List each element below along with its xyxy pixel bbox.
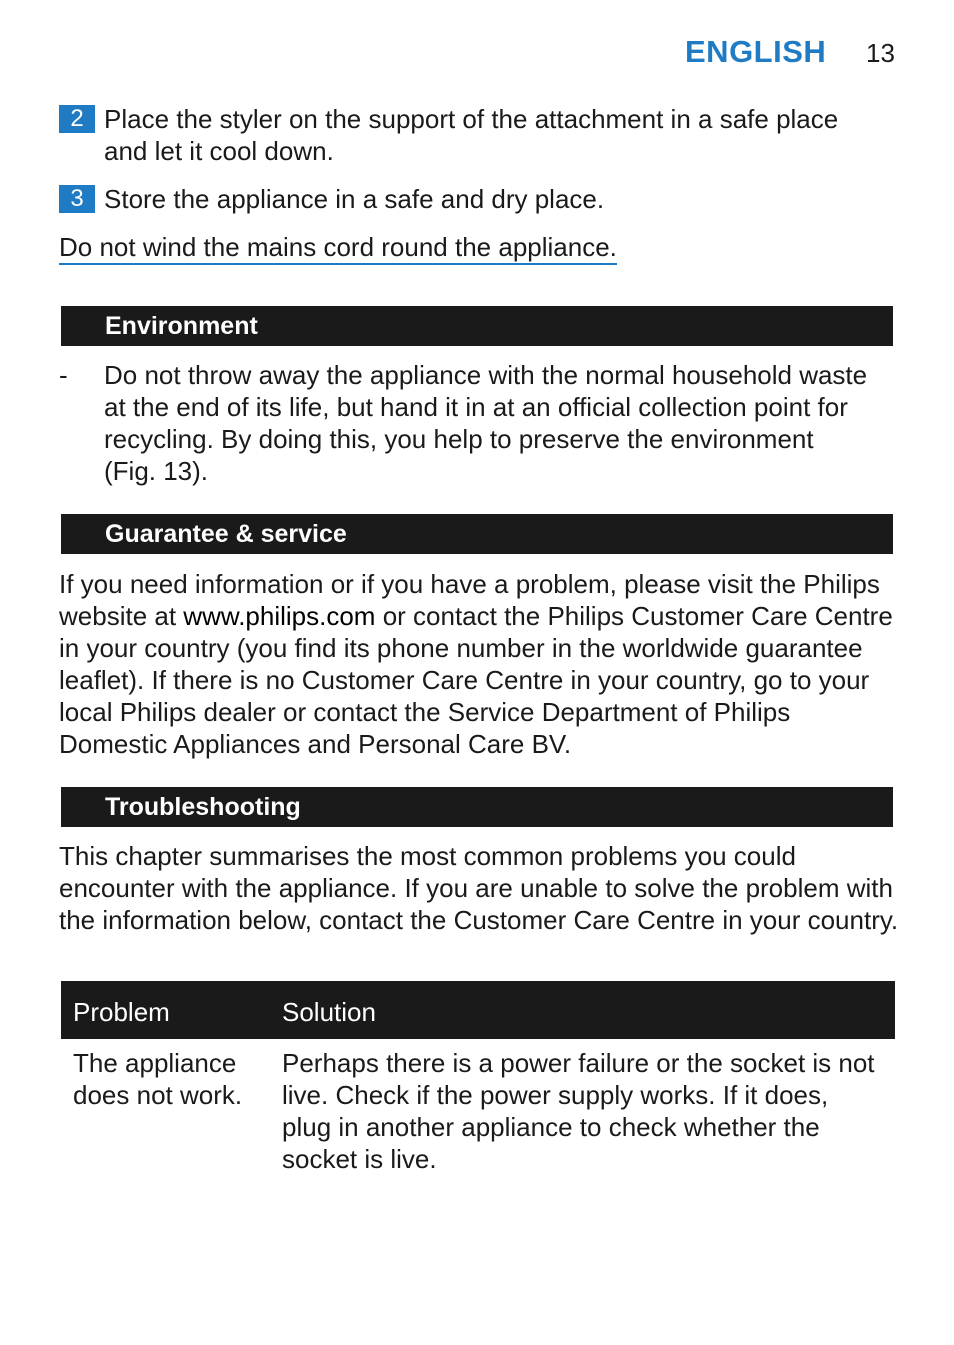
- step-text: Store the appliance in a safe and dry place.: [104, 184, 605, 214]
- problem-cell: The appliance does not work.: [73, 1048, 243, 1110]
- column-header-solution: Solution: [282, 997, 376, 1027]
- guarantee-text-start: If you need information or if you have a problem, please visit the Philips website at: [59, 569, 880, 631]
- column-header-problem: Problem: [73, 997, 170, 1027]
- troubleshooting-intro: This chapter summarises the most common problems you could encounter with the appliance. If you are unable to solve the problem with the information below, contact the Customer Care Centre in your country.: [59, 841, 899, 935]
- solution-cell: Perhaps there is a power failure or the socket is not live. Check if the power supply works. If it does, plug in another appliance to check whether the socket is live.: [282, 1048, 875, 1174]
- figure-reference: (Fig. 13).: [104, 456, 209, 486]
- section-header-troubleshooting: Troubleshooting: [61, 787, 893, 827]
- step-text: Place the styler on the support of the attachment in a safe place and let it cool down.: [104, 104, 839, 166]
- bullet-dash: -: [59, 360, 68, 390]
- philips-website-link[interactable]: www.philips.com: [183, 601, 376, 631]
- language-label: ENGLISH: [685, 34, 827, 69]
- section-header-environment: Environment: [61, 306, 893, 346]
- table-header: [61, 981, 895, 1039]
- guarantee-text-end: or contact the Philips Customer Care Centre in your country (you find its phone number in the worldwide guarantee leaflet). If there is no Customer Care Centre in your country, go to your local Philips dealer or contact the Service Department of Philips Domestic Appliances and Personal Care BV.: [59, 601, 893, 759]
- section-header-guarantee: Guarantee & service: [61, 514, 893, 554]
- guarantee-paragraph: [59, 568, 899, 760]
- note-text: Do not wind the mains cord round the appliance.: [59, 231, 617, 265]
- step-number-badge: 2: [59, 105, 95, 133]
- bullet-body: Do not throw away the appliance with the normal household waste at the end of its life, but hand it in at an official collection point for recycling. By doing this, you help to preserve the environment: [104, 360, 868, 454]
- table-row: [61, 1039, 895, 1179]
- step-number-badge: 3: [59, 185, 95, 213]
- page-number: 13: [866, 38, 895, 68]
- bullet-text: [104, 359, 894, 487]
- troubleshooting-table: [61, 981, 895, 1179]
